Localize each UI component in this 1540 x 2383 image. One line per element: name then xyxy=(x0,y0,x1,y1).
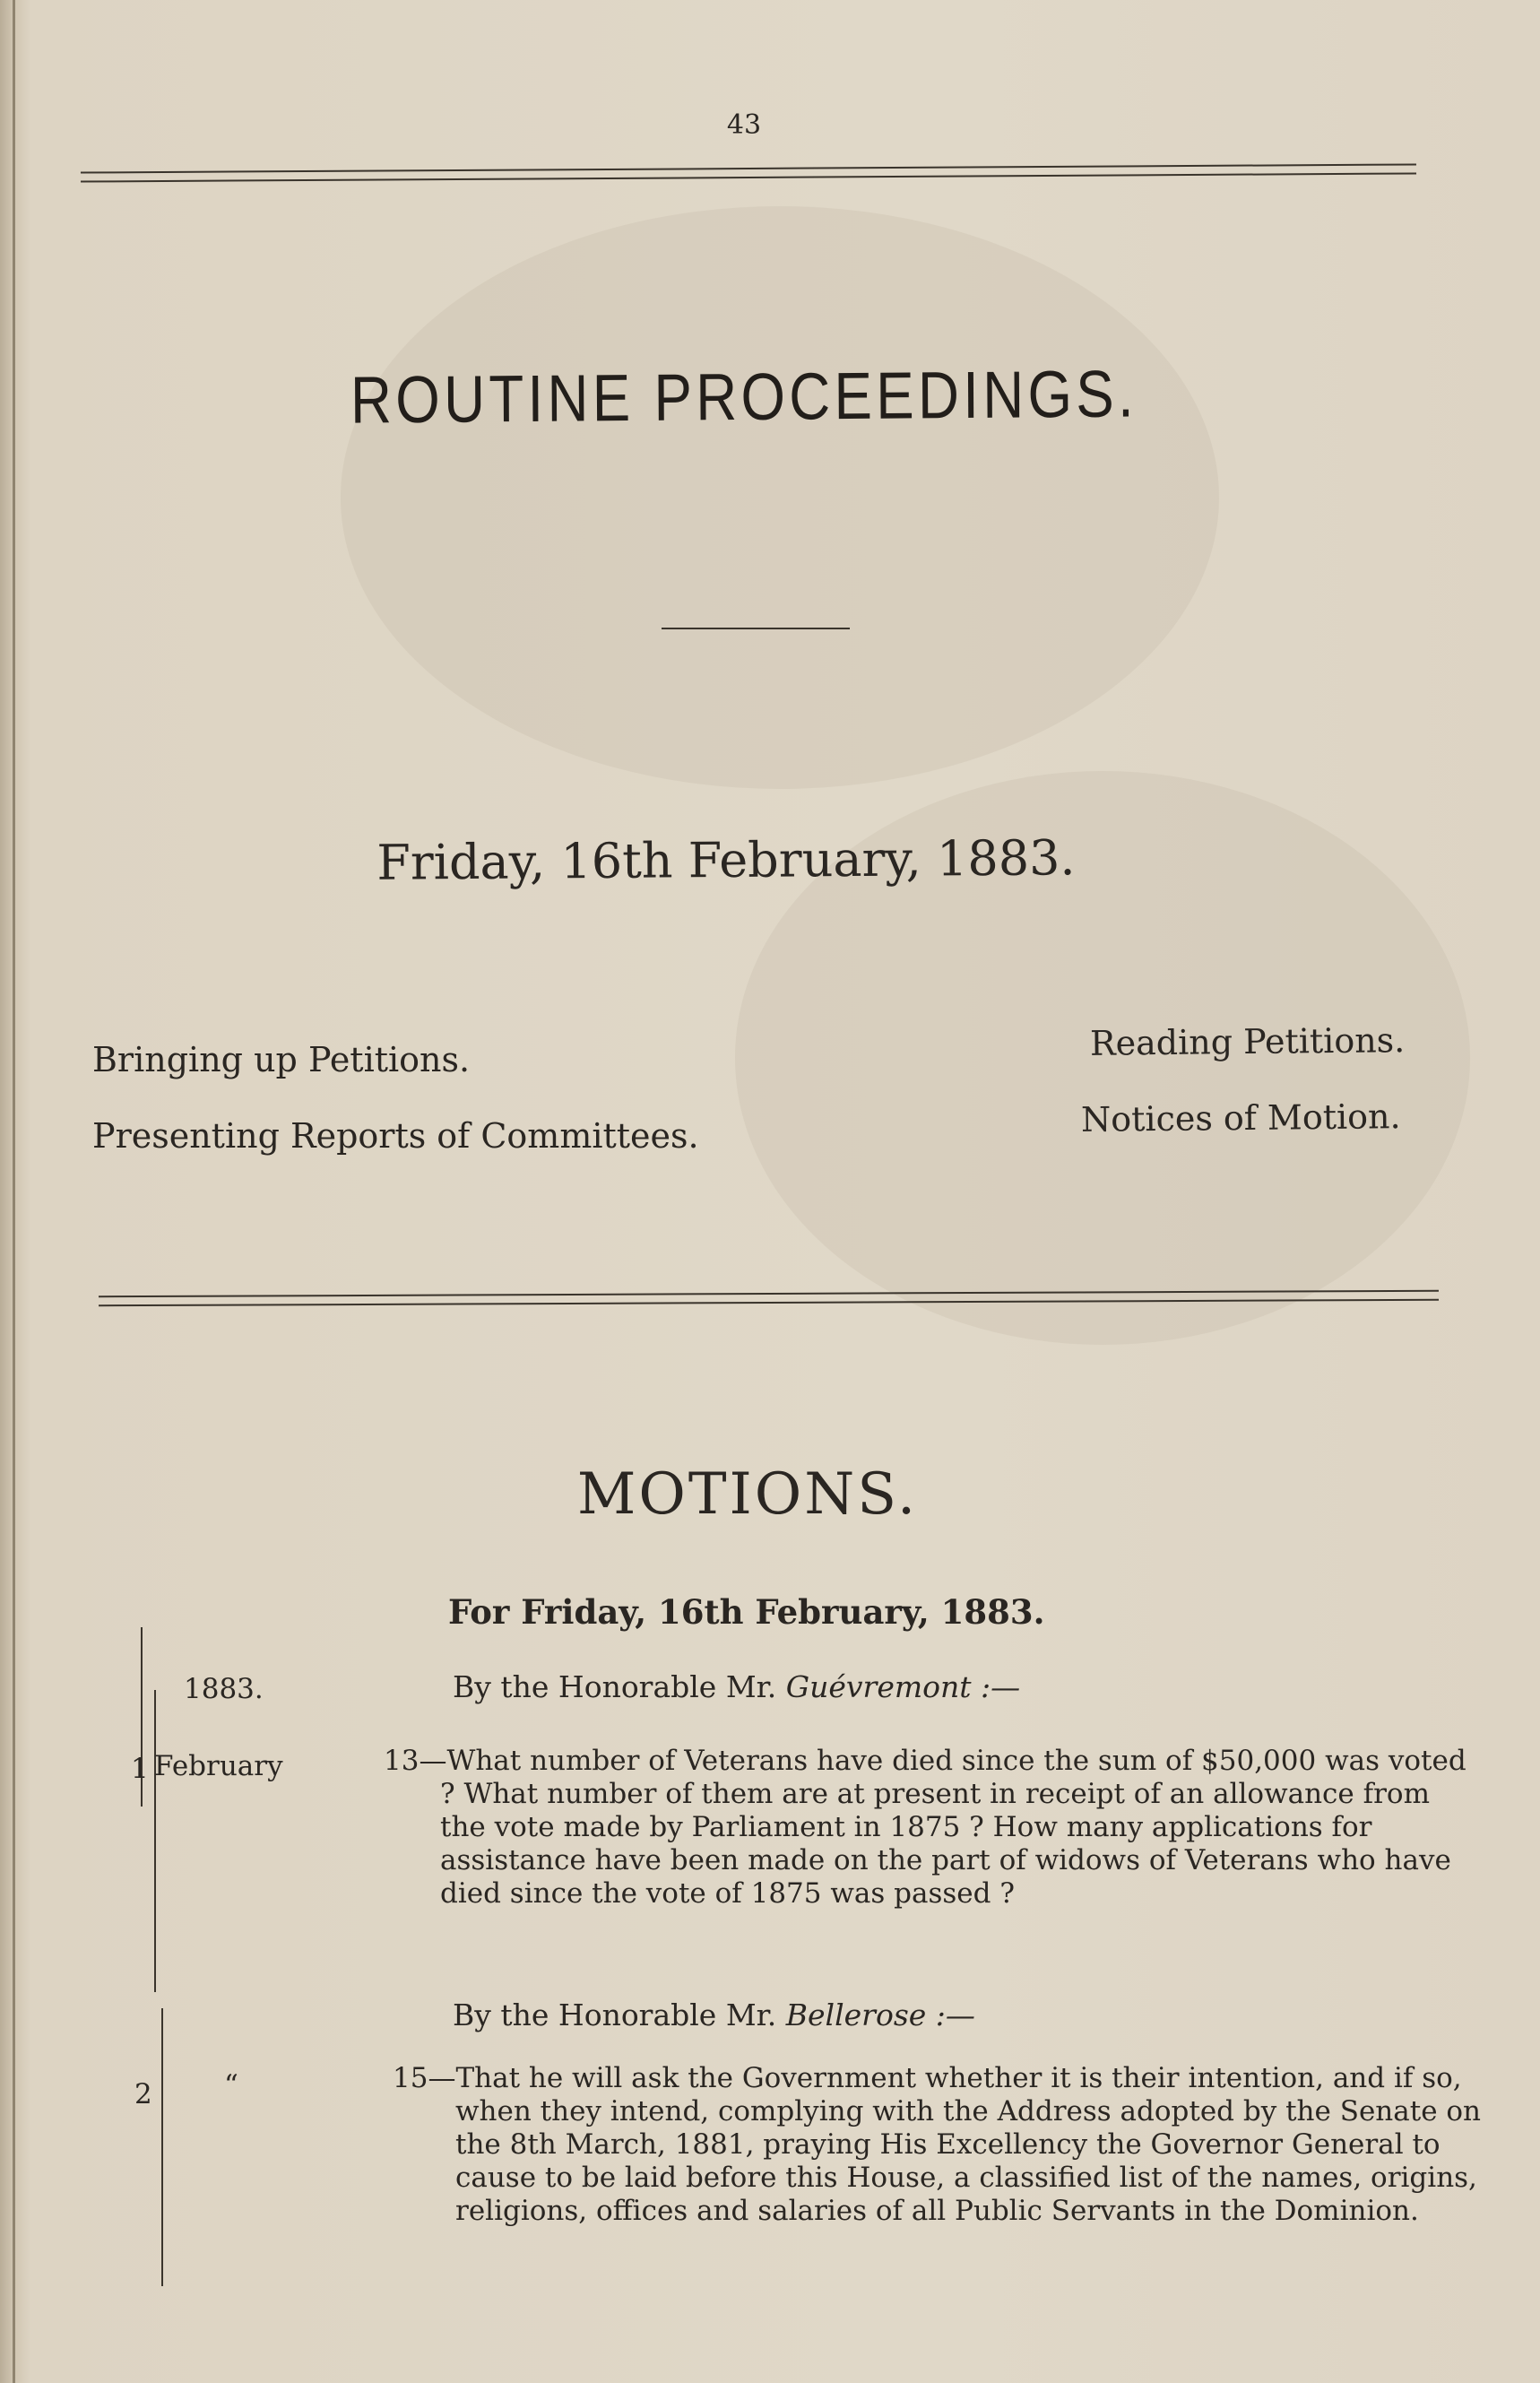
page-number: 43 xyxy=(726,109,762,141)
motion-mover-line xyxy=(453,1669,1020,1704)
motion-date: 15— xyxy=(393,2062,456,2094)
motions-date-heading: For Friday, 16th February, 1883. xyxy=(448,1592,1045,1632)
motion-text xyxy=(393,2062,1482,2228)
motion-number: 1 xyxy=(131,1753,149,1785)
routine-item-notices-of-motion: Notices of Motion. xyxy=(1080,1096,1401,1140)
motion-mover-line xyxy=(453,1997,975,2032)
motion-date: 13— xyxy=(384,1745,447,1777)
margin-rule xyxy=(161,2008,163,2286)
motion-body xyxy=(393,2062,1482,2228)
routine-item-presenting-reports: Presenting Reports of Committees. xyxy=(92,1116,699,1156)
routine-item-bringing-up-petitions: Bringing up Petitions. xyxy=(92,1040,471,1079)
motion-date-prefix: February xyxy=(154,1750,283,1782)
motion-content: What number of Veterans have died since the sum of $50,000 was voted ? What number of them are at present in receipt of an allowance from the vote made by Parliament in 1875 ? How many applications for assistance have been made on the part of widows of Veterans who have died since the vote of 1875 was passed ? xyxy=(440,1745,1466,1910)
year-label: 1883. xyxy=(184,1673,264,1705)
mover-name: Bellerose :— xyxy=(785,1997,975,2032)
mover-name: Guévremont :— xyxy=(785,1669,1021,1704)
motion-content: That he will ask the Government whether it is their intention, and if so, when they intend, complying with the Address adopted by the Senate on the 8th March, 1881, praying His Excellency the Governor General to cause to be laid before this House, a classified list of the names, origins, religions, offices and salaries of all Public Servants in the Dominion. xyxy=(455,2062,1482,2227)
margin-rule xyxy=(154,1690,156,1992)
mover-prefix: By the Honorable Mr. xyxy=(453,1669,777,1704)
date-heading: Friday, 16th February, 1883. xyxy=(376,829,1076,891)
page-binding-edge xyxy=(13,0,15,2383)
motion-date-prefix: “ xyxy=(224,2069,238,2101)
motion-number: 2 xyxy=(134,2078,152,2110)
bleed-through-shadow xyxy=(341,206,1219,789)
title-underline-rule xyxy=(662,628,850,629)
motion-body xyxy=(384,1745,1480,1911)
motion-text xyxy=(384,1745,1477,1911)
page-title: ROUTINE PROCEEDINGS. xyxy=(350,356,1138,438)
mover-prefix: By the Honorable Mr. xyxy=(453,1997,777,2032)
routine-item-reading-petitions: Reading Petitions. xyxy=(1089,1020,1406,1063)
double-rule-top xyxy=(81,163,1416,182)
motions-heading: MOTIONS. xyxy=(576,1461,919,1528)
